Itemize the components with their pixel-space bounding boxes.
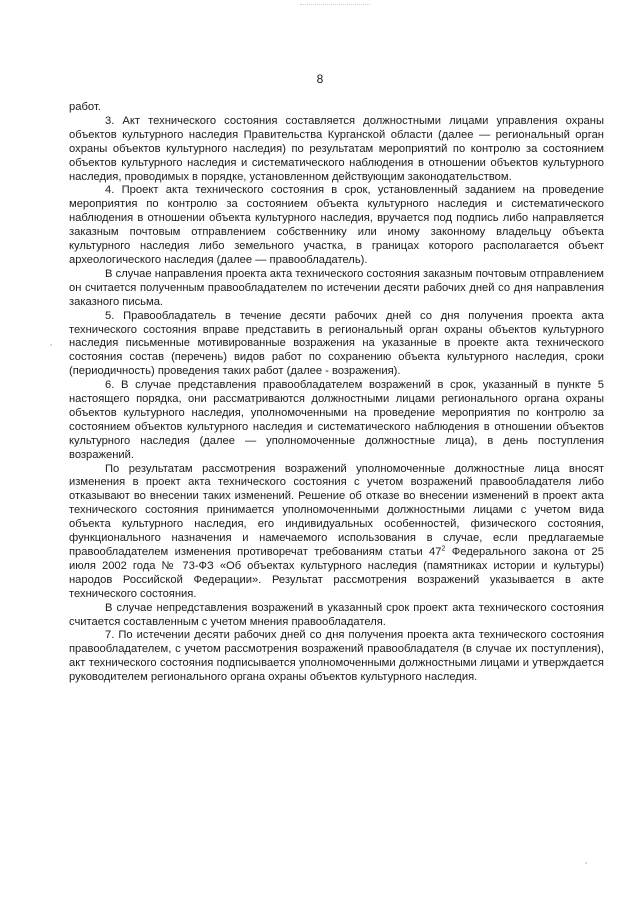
paragraph-item-5: 5. Правообладатель в течение десяти рабочих дней со дня получения проекта акта технического состояния вправе представить в региональный орган охраны объектов культурного наследия письменные мотивированные возражения на указанные в проекте акта технического состояния состав (перечень) видов работ по сохранению объекта культурного наследия, сроки (периодичность) проведения таких работ (далее - возражения). xyxy=(69,309,604,378)
page-number: 8 xyxy=(316,72,324,86)
scan-speck xyxy=(50,344,52,346)
scan-speck xyxy=(585,862,587,864)
scan-artifact-top xyxy=(300,4,370,6)
paragraph-item-6: 6. В случае представления правообладателем возражений в срок, указанный в пункте 5 настоящего порядка, они рассматриваются должностными лицами регионального органа охраны объектов культурного наследия, уполномоченными на проведение мероприятия по контролю за состоянием объектов культурного наследия и систематического наблюдения в отношении объектов культурного наследия (далее — уполномоченные должностные лица), в день поступления возражений. xyxy=(69,379,604,461)
objection-review-text-b: Федерального закона от 25 июля 2002 года № 73-ФЗ «Об объектах культурного наследия (памятниках истории и культуры) народов Российской Федерации». Результат рассмотрения возражений указывается в акте технического состояния. xyxy=(69,546,604,600)
paragraph-continuation: работ. xyxy=(69,101,101,113)
paragraph-item-7: 7. По истечении десяти рабочих дней со дня получения проекта акта технического состояния правообладателем, с учетом рассмотрения возражений правообладателя (в случае их поступления), акт технического состояния подписывается уполномоченными должностными лицами и утверждается руководителем регионального органа охраны объектов культурного наследия. xyxy=(69,629,604,684)
article-superscript: 2 xyxy=(441,545,446,553)
document-body xyxy=(69,101,604,685)
paragraph-mail-delivery: В случае направления проекта акта технического состояния заказным почтовым отправлением он считается полученным правообладателем по истечении десяти рабочих дней со дня направления заказного письма. xyxy=(69,267,604,308)
objection-review-text-a: По результатам рассмотрения возражений уполномоченные должностные лица вносят изменения в проект акта технического состояния с учетом возражений правообладателя либо отказывают во внесении таких изменений. Решение об отказе во внесении изменений в проект акта технического состояния принимается уполномоченными должностными лицами с учетом вида объекта культурного наследия, его индивидуальных особенностей, физического состояния, функционального назначения и намечаемого использования в случае, если предлагаемые правообладателем изменения противоречат требованиям статьи 47 xyxy=(69,462,604,558)
paragraph-no-objections: В случае непредставления возражений в указанный срок проект акта технического состояния считается составленным с учетом мнения правообладателя. xyxy=(69,601,604,628)
paragraph-item-4: 4. Проект акта технического состояния в срок, установленный заданием на проведение мероприятия по контролю за состоянием объекта культурного наследия и систематического наблюдения в отношении объекта культурного наследия, вручается под подпись либо направляется заказным почтовым отправлением собственнику или иному законному владельцу объекта культурного наследия либо земельного участка, в границах которого располагается объект археологического наследия (далее — правообладатель). xyxy=(69,184,604,266)
paragraph-objection-review xyxy=(69,463,604,602)
paragraph-item-3: 3. Акт технического состояния составляется должностными лицами управления охраны объектов культурного наследия Правительства Курганской области (далее — региональный орган охраны объектов культурного наследия) по результатам мероприятий по контролю за состоянием объектов культурного наследия и систематического наблюдения в отношении объектов культурного наследия, проводимых в порядке, установленном действующим законодательством. xyxy=(69,114,604,183)
